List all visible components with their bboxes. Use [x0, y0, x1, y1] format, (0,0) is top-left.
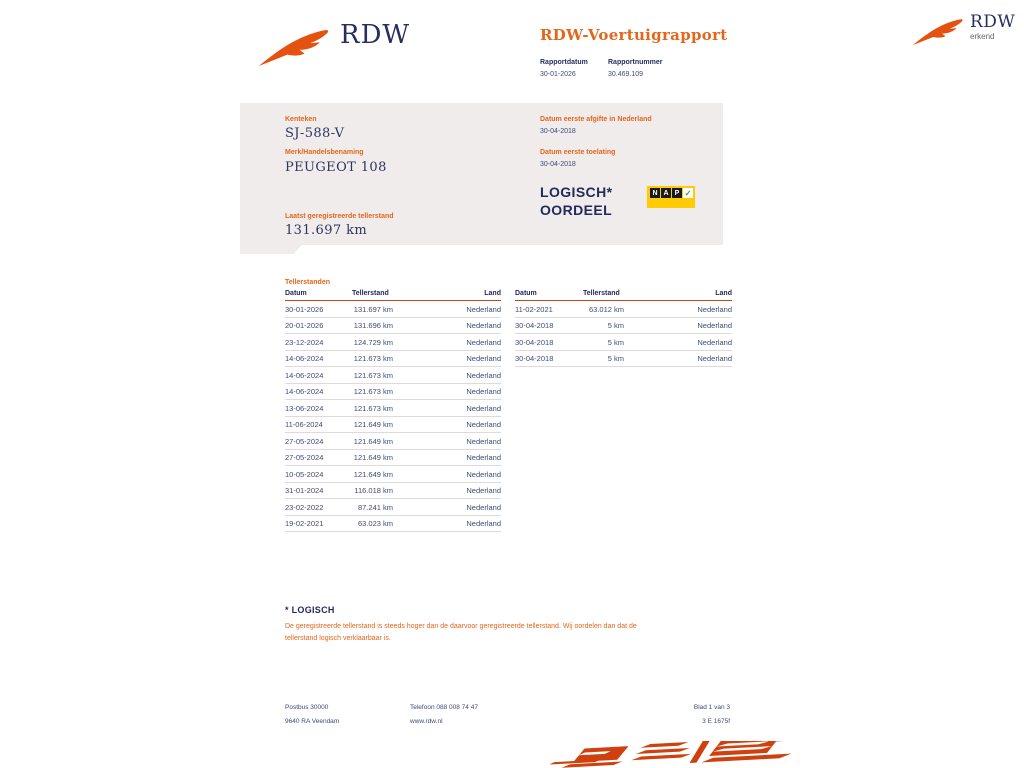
land-cell: Nederland	[397, 400, 501, 417]
datum-cell: 27-05-2024	[285, 449, 352, 466]
tellerstand-cell: 87.241 km	[352, 499, 397, 516]
datum-cell: 11-02-2021	[515, 301, 583, 318]
tellerstanden-section-title: Tellerstanden	[285, 279, 330, 286]
table-row	[285, 383, 501, 400]
tellerstand-cell: 124.729 km	[352, 334, 397, 351]
footer-website: www.rdw.nl	[410, 718, 443, 725]
table-row	[285, 416, 501, 433]
land-cell: Nederland	[628, 334, 732, 351]
report-number-value: 30.469.109	[608, 71, 644, 78]
oordeel-line2: OORDEEL	[540, 202, 613, 218]
tellerstand-cell: 5 km	[583, 317, 628, 334]
rdw-stripes-graphic	[549, 741, 791, 768]
datum-header: Datum	[285, 290, 352, 301]
datum-cell: 11-06-2024	[285, 416, 352, 433]
nap-letter-p: P	[672, 188, 682, 198]
note-line1: De geregistreerde tellerstand is steeds hoger dan de daarvoor geregistreerde tellerstand. Wij oordelen dan dat de	[285, 623, 637, 630]
land-cell: Nederland	[628, 301, 732, 318]
table-header-row	[515, 290, 732, 301]
tellerstand-cell: 131.696 km	[352, 317, 397, 334]
afgifte-value: 30-04-2018	[540, 128, 576, 135]
summary-panel-tab	[240, 245, 302, 254]
report-date-label: Rapportdatum	[540, 59, 588, 66]
merk-label: Merk/Handelsbenaming	[285, 149, 364, 156]
laatste-tellerstand-label: Laatst geregistreerde tellerstand	[285, 213, 394, 220]
tellerstand-cell: 5 km	[583, 334, 628, 351]
kenteken-label: Kenteken	[285, 116, 317, 123]
table-row	[285, 400, 501, 417]
table-row	[285, 466, 501, 483]
tellerstand-cell: 63.023 km	[352, 515, 397, 532]
nap-check-icon: ✓	[684, 188, 692, 198]
datum-cell: 13-06-2024	[285, 400, 352, 417]
land-cell: Nederland	[397, 350, 501, 367]
datum-cell: 19-02-2021	[285, 515, 352, 532]
datum-cell: 31-01-2024	[285, 482, 352, 499]
table-row	[285, 367, 501, 384]
table-row	[285, 350, 501, 367]
footer-contact	[410, 701, 478, 729]
tellerstand-header: Tellerstand	[352, 290, 397, 301]
datum-cell: 27-05-2024	[285, 433, 352, 450]
tellerstand-cell: 116.018 km	[352, 482, 397, 499]
datum-cell: 23-02-2022	[285, 499, 352, 516]
tellerstand-cell: 121.673 km	[352, 400, 397, 417]
table-row	[515, 334, 732, 351]
footer-address-line1: Postbus 30000	[285, 704, 329, 711]
tellerstand-cell: 121.649 km	[352, 449, 397, 466]
tellerstand-cell: 131.697 km	[352, 301, 397, 318]
rdw-logo-text: RDW	[340, 20, 411, 50]
table-row	[515, 350, 732, 367]
merk-value: PEUGEOT 108	[285, 160, 387, 175]
land-cell: Nederland	[397, 317, 501, 334]
page-title: RDW-Voertuigrapport	[540, 26, 728, 44]
table-row	[285, 317, 501, 334]
report-number-label: Rapportnummer	[608, 59, 663, 66]
datum-header: Datum	[515, 290, 583, 301]
datum-cell: 14-06-2024	[285, 383, 352, 400]
tellerstand-cell: 63.012 km	[583, 301, 628, 318]
logisch-note-body	[285, 621, 745, 645]
land-header: Land	[397, 290, 501, 301]
table-row	[515, 317, 732, 334]
rdw-wing-icon-small	[912, 17, 964, 46]
table-row	[285, 433, 501, 450]
table-header-row	[285, 290, 501, 301]
toelating-value: 30-04-2018	[540, 161, 576, 168]
nap-letter-a: A	[661, 188, 671, 198]
table-row	[285, 499, 501, 516]
nap-letter-n: N	[650, 188, 660, 198]
land-cell: Nederland	[628, 350, 732, 367]
land-cell: Nederland	[397, 482, 501, 499]
datum-cell: 14-06-2024	[285, 367, 352, 384]
toelating-label: Datum eerste toelating	[540, 149, 616, 156]
table-row	[285, 515, 501, 532]
tellerstanden-table-right	[515, 290, 732, 367]
note-line2: tellerstand logisch verklaarbaar is.	[285, 635, 391, 642]
land-cell: Nederland	[628, 317, 732, 334]
footer-address	[285, 701, 339, 729]
datum-cell: 30-04-2018	[515, 350, 583, 367]
tellerstand-header: Tellerstand	[583, 290, 628, 301]
land-cell: Nederland	[397, 383, 501, 400]
erkend-logo-text: RDW	[970, 12, 1016, 32]
footer-page-number: Blad 1 van 3	[693, 704, 730, 711]
tellerstand-cell: 121.673 km	[352, 350, 397, 367]
rdw-wing-icon	[257, 27, 331, 67]
footer-address-line2: 9640 RA Veendam	[285, 718, 340, 725]
tellerstand-cell: 121.649 km	[352, 466, 397, 483]
tellerstand-cell: 5 km	[583, 350, 628, 367]
table-row	[515, 301, 732, 318]
afgifte-label: Datum eerste afgifte in Nederland	[540, 116, 652, 123]
table-row	[285, 301, 501, 318]
tellerstanden-table-left	[285, 290, 501, 532]
datum-cell: 23-12-2024	[285, 334, 352, 351]
land-cell: Nederland	[397, 449, 501, 466]
land-cell: Nederland	[397, 433, 501, 450]
land-cell: Nederland	[397, 334, 501, 351]
table-row	[285, 449, 501, 466]
oordeel-line1: LOGISCH*	[540, 184, 613, 200]
land-cell: Nederland	[397, 515, 501, 532]
logisch-note-title: * LOGISCH	[285, 605, 335, 615]
land-cell: Nederland	[397, 367, 501, 384]
kenteken-value: SJ-588-V	[285, 126, 345, 141]
tellerstand-cell: 121.649 km	[352, 433, 397, 450]
table-row	[285, 334, 501, 351]
footer-phone: Telefoon 088 008 74 47	[410, 704, 478, 711]
land-cell: Nederland	[397, 301, 501, 318]
tellerstand-cell: 121.673 km	[352, 383, 397, 400]
laatste-tellerstand-value: 131.697 km	[285, 223, 368, 238]
vehicle-summary-panel	[240, 103, 723, 245]
tellerstand-cell: 121.673 km	[352, 367, 397, 384]
report-date-value: 30-01-2026	[540, 71, 576, 78]
footer-form-code: 3 E 1675f	[702, 718, 730, 725]
rdw-erkend-badge	[912, 12, 1015, 46]
datum-cell: 10-05-2024	[285, 466, 352, 483]
table-row	[285, 482, 501, 499]
datum-cell: 30-04-2018	[515, 334, 583, 351]
erkend-subtitle: erkend	[970, 32, 995, 41]
land-cell: Nederland	[397, 416, 501, 433]
datum-cell: 20-01-2026	[285, 317, 352, 334]
footer-paging	[630, 701, 730, 729]
oordeel-text	[540, 183, 612, 219]
land-header: Land	[628, 290, 732, 301]
land-cell: Nederland	[397, 499, 501, 516]
nap-logo	[647, 186, 695, 208]
datum-cell: 14-06-2024	[285, 350, 352, 367]
land-cell: Nederland	[397, 466, 501, 483]
tellerstand-cell: 121.649 km	[352, 416, 397, 433]
datum-cell: 30-04-2018	[515, 317, 583, 334]
datum-cell: 30-01-2026	[285, 301, 352, 318]
